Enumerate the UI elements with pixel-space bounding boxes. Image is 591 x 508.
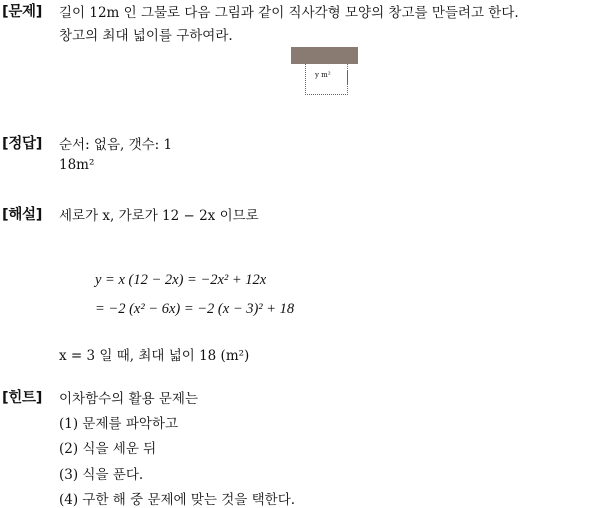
- problem-text-line2: 창고의 최대 넓이를 구하여라.: [59, 28, 233, 44]
- answer-value: 18m²: [59, 157, 95, 173]
- answer-tag: [정답]: [2, 136, 43, 152]
- solution-line1: 세로가 x, 가로가 12 − 2x 이므로: [59, 208, 259, 224]
- hint-line: (3) 식을 푼다.: [59, 467, 144, 483]
- hint-line: 이차함수의 활용 문제는: [59, 391, 198, 407]
- warehouse-roof: [291, 47, 358, 64]
- warehouse-box: [305, 64, 348, 95]
- hint-line: (4) 구한 해 중 문제에 맞는 것을 택한다.: [59, 492, 296, 508]
- hint-line: (1) 문제를 파악하고: [59, 416, 178, 432]
- solution-equation-2: = −2 (x² − 6x) = −2 (x − 3)² + 18: [95, 301, 295, 317]
- solution-tag: [해설]: [2, 207, 43, 223]
- figure-side-mark: [347, 70, 354, 84]
- problem-tag: [문제]: [2, 4, 43, 20]
- figure-area-label: y m²: [315, 71, 331, 79]
- answer-order-count: 순서: 없음, 갯수: 1: [59, 137, 173, 153]
- solution-equation-1: y = x (12 − 2x) = −2x² + 12x: [95, 272, 267, 288]
- hint-line: (2) 식을 세운 뒤: [59, 441, 157, 457]
- problem-text-line1: 길이 12m 인 그물로 다음 그림과 같이 직사각형 모양의 창고를 만들려고 한다.: [59, 5, 519, 21]
- hint-tag: [힌트]: [2, 390, 43, 406]
- solution-conclusion: x = 3 일 때, 최대 넓이 18 (m²): [59, 348, 250, 364]
